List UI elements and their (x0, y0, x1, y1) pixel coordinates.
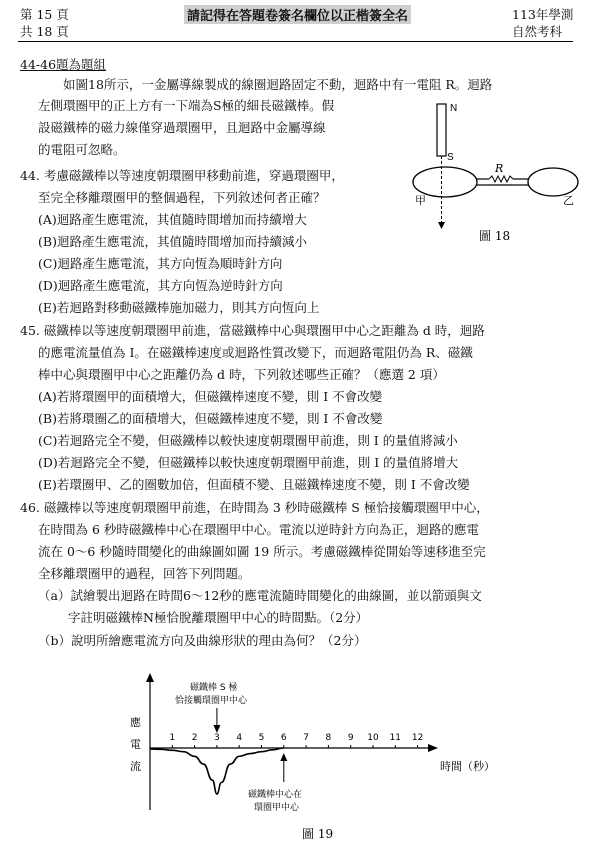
q45-stem: 45. 磁鐵棒以等速度朝環圈甲前進，當磁鐵棒中心與環圈甲中心之距離為 d 時，迴路 (20, 323, 485, 338)
q45-stem: 棒中心與環圈甲中心之距離仍為 d 時，下列敘述哪些正確？（應選 2 項） (38, 367, 445, 382)
annotation-bottom-line: 環圈甲中心 (254, 803, 300, 813)
y-label-char: 流 (130, 760, 141, 773)
q44-stem: 44. 考慮磁鐵棒以等速度朝環圈甲移動前進，穿過環圈甲， (20, 168, 344, 183)
signature-notice: 請記得在答題卷簽名欄位以正楷簽全名 (184, 5, 411, 24)
q46-sub-a: 字註明磁鐵棒N極恰脫離環圈甲中心的時間點。（2分） (68, 610, 369, 625)
loop-b (528, 168, 578, 196)
x-tick-label: 7 (303, 733, 309, 743)
header-rule (18, 41, 573, 42)
exam-year: 113年學測 (512, 7, 574, 22)
annotation-bottom-line: 磁鐵棒中心在 (248, 790, 303, 800)
y-axis-arrow-icon (146, 673, 154, 682)
resistor (489, 176, 513, 182)
resistor-label: R (495, 162, 504, 175)
q45-stem: 的應電流量值為 I。在磁鐵棒速度或迴路性質改變下，而迴路電阻仍為 R、磁鐵 (38, 345, 473, 360)
x-tick-label: 5 (258, 733, 265, 743)
q44-option-b: (B)迴路產生應電流，其值隨時間增加而持續減小 (38, 234, 307, 249)
intro-line: 如圖18所示，一金屬導線製成的線圈迴路固定不動，迴路中有一電阻 R。迴路 (63, 77, 493, 92)
x-tick-label: 4 (236, 733, 243, 743)
subject: 自然考科 (512, 24, 563, 39)
annotation-top-line: 恰接觸環圈甲中心 (175, 696, 248, 706)
magnet-bar (437, 104, 446, 156)
q46-stem: 46. 磁鐵棒以等速度朝環圈甲前進，在時間為 3 秒時磁鐵棒 S 極恰接觸環圈甲中心， (20, 500, 489, 515)
y-label-char: 電 (130, 738, 141, 751)
intro-line: 的電阻可忽略。 (38, 142, 126, 157)
loop-b-label: 乙 (563, 194, 574, 207)
group-label: 44-46題為題組 (20, 57, 107, 72)
page-number: 第 15 頁 (20, 7, 69, 22)
x-axis-label: 時間（秒） (440, 760, 495, 773)
q45-option-e: (E)若環圈甲、乙的圈數加倍，但面積不變、且磁鐵棒速度不變，則 I 不會改變 (38, 477, 470, 492)
q44-option-d: (D)迴路產生應電流，其方向恆為逆時針方向 (38, 278, 283, 293)
figure-19 (120, 670, 520, 842)
q46-sub-a: （a）試繪製出迴路在時間6～12秒的應電流隨時間變化的曲線圖，並以箭頭與文 (38, 588, 482, 603)
figure-19-caption: 圖 19 (302, 827, 334, 841)
x-tick-label: 10 (367, 733, 379, 743)
magnet-n-label: N (450, 103, 458, 114)
down-arrow-icon (438, 222, 445, 229)
q45-option-b: (B)若將環圈乙的面積增大，但磁鐵棒速度不變，則 I 不會改變 (38, 411, 383, 426)
x-axis-arrow-icon (428, 744, 438, 752)
magnet-s-label: S (447, 152, 454, 163)
x-tick-label: 8 (325, 733, 332, 743)
figure-18-caption: 圖 18 (479, 229, 511, 243)
q44-option-a: (A)迴路產生應電流，其值隨時間增加而持續增大 (38, 212, 307, 227)
q45-option-c: (C)若迴路完全不變，但磁鐵棒以較快速度朝環圈甲前進，則 I 的量值將減小 (38, 433, 458, 448)
intro-line: 設磁鐵棒的磁力線僅穿過環圈甲，且迴路中金屬導線 (38, 120, 326, 135)
annotation-top-line: 磁鐵棒 S 極 (190, 683, 238, 693)
q45-option-a: (A)若將環圈甲的面積增大，但磁鐵棒速度不變，則 I 不會改變 (38, 389, 383, 404)
q44-stem: 至完全移離環圈甲的整個過程，下列敘述何者正確？ (38, 190, 326, 205)
x-tick-label: 2 (191, 733, 198, 743)
q46-stem: 流在 0～6 秒隨時間變化的曲線圖如圖 19 所示。考慮磁鐵棒從開始等速移進至完 (38, 544, 486, 559)
x-tick-label: 12 (411, 733, 424, 743)
intro-line: 左側環圈甲的正上方有一下端為S極的細長磁鐵棒。假 (38, 98, 335, 113)
figure-18 (405, 98, 590, 243)
x-tick-label: 9 (347, 733, 354, 743)
q46-sub-b: （b）說明所繪應電流方向及曲線形狀的理由為何？（2分） (38, 633, 367, 648)
q44-option-c: (C)迴路產生應電流，其方向恆為順時針方向 (38, 256, 283, 271)
q45-option-d: (D)若迴路完全不變，但磁鐵棒以較快速度朝環圈甲前進，則 I 的量值將增大 (38, 455, 459, 470)
y-label-char: 應 (130, 716, 141, 729)
page-total: 共 18 頁 (20, 24, 69, 39)
loop-a (413, 167, 477, 197)
down-arrow-icon (213, 725, 220, 733)
loop-a-label: 甲 (415, 194, 426, 207)
q46-stem: 全移離環圈甲的過程，回答下列問題。 (38, 566, 251, 581)
x-tick-label: 3 (214, 733, 220, 743)
up-arrow-icon (280, 753, 287, 761)
x-tick-label: 1 (169, 733, 176, 743)
q46-stem: 在時間為 6 秒時磁鐵棒中心在環圈甲中心。電流以逆時針方向為正，迴路的應電 (38, 522, 479, 537)
x-tick-label: 6 (280, 733, 287, 743)
current-curve (150, 748, 284, 794)
x-tick-label: 11 (389, 733, 402, 743)
q44-option-e: (E)若迴路對移動磁鐵棒施加磁力，則其方向恆向上 (38, 300, 320, 315)
